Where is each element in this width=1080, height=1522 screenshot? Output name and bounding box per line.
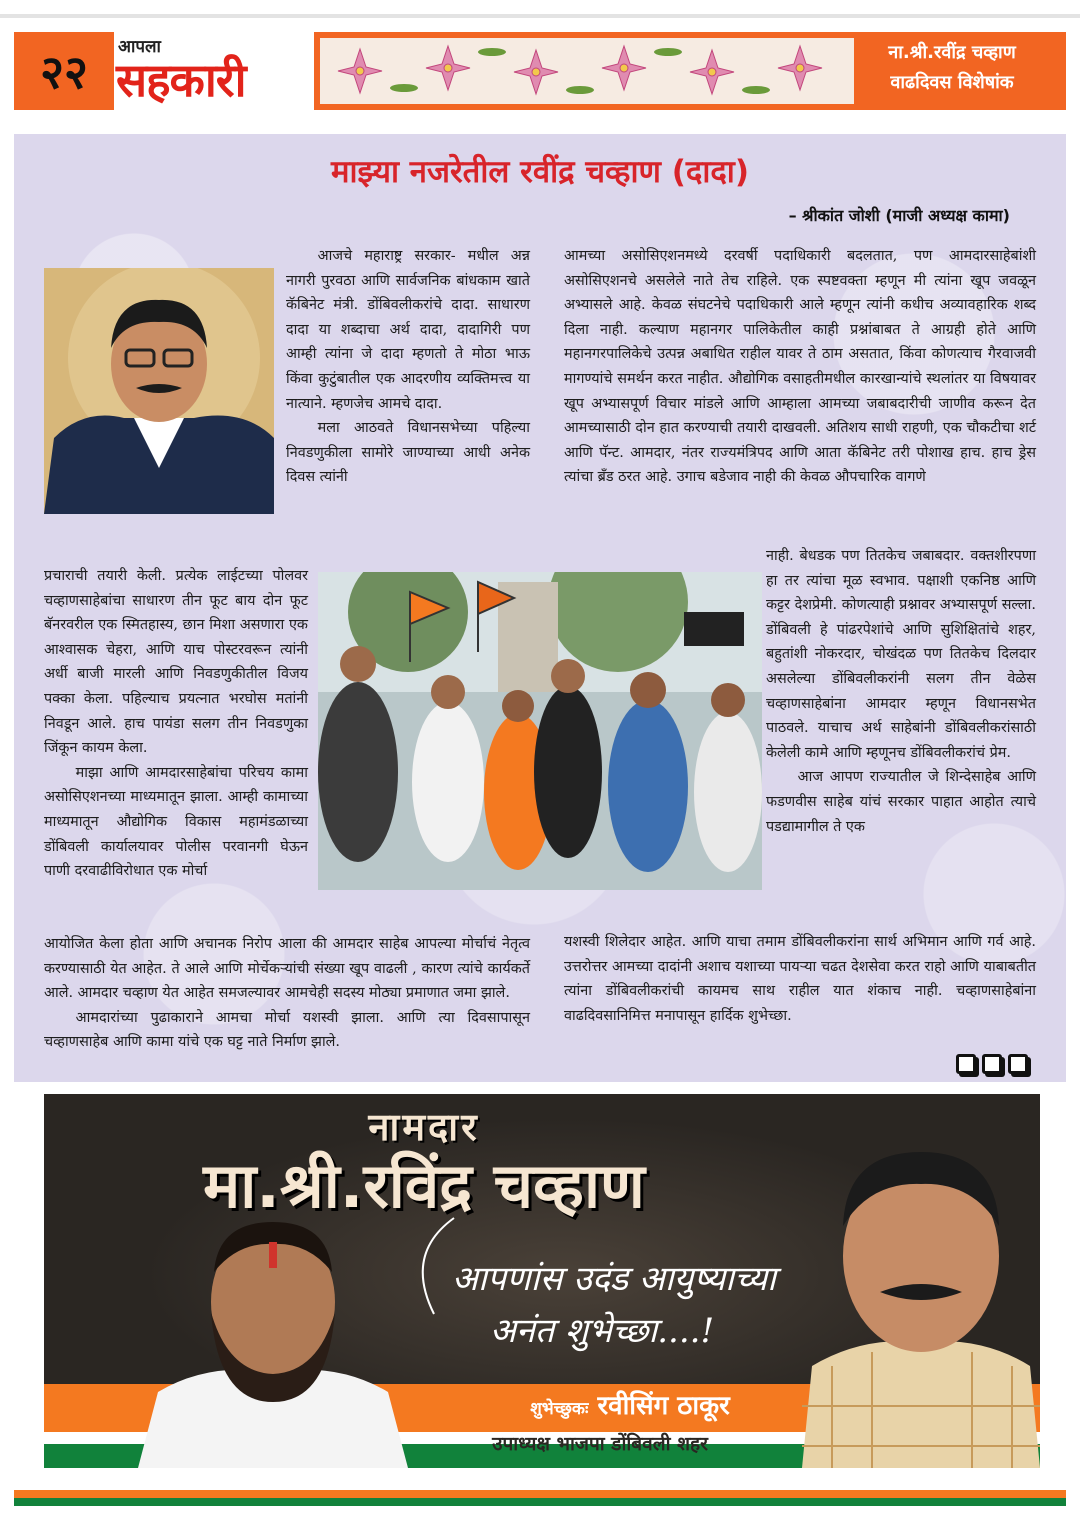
footer-saffron-bar [14,1490,1066,1498]
article-title: माझ्या नजरेतील रवींद्र चव्हाण (दादा) [330,154,750,190]
end-square-icon [956,1054,976,1074]
end-square-icon [1008,1054,1028,1074]
wisher-label: शुभेच्छुकः [530,1399,589,1419]
header-band [314,32,1066,110]
article-column1-bottom [44,932,530,1055]
header-special-issue-title [852,38,1052,98]
article-paragraph: आमच्या असोसिएशनमध्ये दरवर्षी पदाधिकारी बदलतात, पण आमदारसाहेबांशी असोसिएशनचे असलेले नाते तेच राहिले. एक स्पष्टवक्ता म्हणून मी त्यांना खूप जवळून अभ्यासले आहे. केवळ संघटनेचे पदाधिकारी आले म्हणून त्यांनी कधीच अव्यावहारिक शब्द दिला नाही. कल्याण महानगर पालिकेतील काही प्रश्नांबाबत ते आग्रही होते आणि महानगरपालिकेचे उत्पन्न अबाधित राहील यावर ते ठाम असतात, किंवा कोणत्याच गैरवाजवी मागण्यांचे समर्थन करत नाहीत. औद्योगिक वसाहतीमधील कारखान्यांचे स्थलांतर या विषयावर खूप अभ्यासपूर्ण विचार मांडले आणि आम्हाला आमच्या जबाबदारीची जाणीव करून देत आमच्यासाठी दोन हात करण्याची तयारी दाखवली. अतिशय साधी राहणी, एक चौकटीचा शर्ट आणि पॅन्ट. आमदार, नंतर राज्यमंत्रिपद आणि आता कॅबिनेट तरी पोशाख हाच. हाच ड्रेस त्यांचा ब्रँड ठरत आहे. उगाच बडेजाव नाही की केवळ औपचारिक वागणे [564,248,1036,486]
page-number: २२ [14,32,114,110]
masthead-logo [116,32,312,110]
flower-decoration [320,38,854,104]
article-paragraph: आज आपण राज्यातील जे शिन्देसाहेब आणि फडणवीस साहेब यांचं सरकार पाहात आहोत त्याचे पडद्यामागील ते एक [766,769,1036,835]
rally-crowd-illustration [318,572,762,890]
banner-honorific: नामदार [368,1105,480,1149]
wisher-photo [138,1202,408,1468]
article-paragraph: यशस्वी शिलेदार आहेत. आणि याचा तमाम डोंबिवलीकरांना सार्थ अभिमान आणि गर्व आहे. उत्तरोत्तर आमच्या दादांनी अशाच यशाच्या पायऱ्या चढत देशसेवा करत राहो आणि याबाबतीत त्यांना डोंबिवलीकरांची कायमच साथ राहील यात शंकाच नाही. चव्हाणसाहेबांना वाढदिवसानिमित्त मनापासून हार्दिक शुभेच्छा. [564,934,1037,1024]
article-paragraph: प्रचाराची तयारी केली. प्रत्येक लाईटच्या पोलवर चव्हाणसाहेबांचा साधारण तीन फूट बाय दोन फूट बॅनरवरील एक स्मितहास्य, छान मिशा असणारा एक आश्वासक चेहरा, आणि याच पोस्टरवरून त्यांनी अर्धी बाजी मारली आणि निवडणुकीतील विजय पक्का केला. पहिल्याच प्रयत्नात भरघोस मतांनी निवडून आले. हाच पायंडा सलग तीन निवडणुका जिंकून कायम केला. [44,568,308,757]
article-column2-top [564,244,1036,490]
wisher-title: उपाध्यक्ष भाजपा डोंबिवली शहर [492,1433,708,1455]
article-paragraph: मला आठवते विधानसभेच्या पहिल्या निवडणुकीला सामोरे जाण्याच्या आधी अनेक दिवस त्यांनी [286,420,530,486]
end-square-icon [982,1054,1002,1074]
article-column1-top [286,244,530,490]
article-paragraph: माझा आणि आमदारसाहेबांचा परिचय कामा असोसिएशनच्या माध्यमातून झाला. आम्ही कामाच्या माध्यमातून औद्योगिक विकास महामंडळाच्या डोंबिवली कार्यालयावर पोलीस परवानगी घेऊन पाणी दरवाढीविरोधात एक मोर्चा [44,764,308,880]
article-column2-middle [766,544,1036,839]
article-end-marks [956,1054,1028,1074]
header-title-line2: वाढदिवस विशेषांक [890,72,1014,93]
banner-wish-line1: आपणांस उदंड आयुष्याच्या [452,1259,776,1299]
banner-wisher [420,1386,840,1422]
article-paragraph: आयोजित केला होता आणि अचानक निरोप आला की आमदार साहेब आपल्या मोर्चाचं नेतृत्व करण्यासाठी येत आहेत. ते आले आणि मोर्चेकऱ्यांची संख्या खूप वाढली , कारण त्यांचे कार्यकर्ते आले. आमदार चव्हाण येत आहेत समजल्यावर आमचेही सदस्य मोठ्या प्रमाणात जमा झाले. [44,936,530,1002]
portrait-illustration [44,268,274,514]
banner-name: मा.श्री.रविंद्र चव्हाण [203,1149,645,1222]
header-title-line1: ना.श्री.रवींद्र चव्हाण [888,42,1016,63]
top-rule [0,14,1080,18]
page-header [14,32,1066,110]
article-paragraph: नाही. बेधडक पण तितकेच जबाबदार. वक्तशीरपणा हा तर त्यांचा मूळ स्वभाव. पक्षाशी एकनिष्ठ आणि कट्टर देशप्रेमी. कोणत्याही प्रश्नावर अभ्यासपूर्ण सल्ला. डोंबिवली हे पांढरपेशांचे आणि सुशिक्षितांचे शहर, बहुतांशी नोकरदार, चोखंदळ पण तितकेच दिलदार असलेल्या डोंबिवलीकरांनी सलग तीन वेळेस चव्हाणसाहेबांना आमदार म्हणून विधानसभेत पाठवले. याचाच अर्थ साहेबांनी डोंबिवलीकरांसाठी केलेली कामे आणि म्हणूनच डोंबिवलीकरांचं प्रेम. [766,548,1036,761]
portrait-photo [44,268,274,514]
article-column2-bottom [564,930,1036,1028]
masthead-title: सहकारी [116,53,246,107]
article-paragraph: आजचे महाराष्ट्र सरकार- मधील अन्न नागरी पुरवठा आणि सार्वजनिक बांधकाम खाते कॅबिनेट मंत्री. डोंबिवलीकरांचे दादा. साधारण दादा या शब्दाचा अर्थ दादा, दादागिरी पण आम्ही त्यांना जे दादा म्हणतो ते मोठा भाऊ किंवा कुटुंबातील एक आदरणीय व्यक्तिमत्त्व या नात्याने. म्हणजेच आमचे दादा. [286,248,530,412]
birthday-greeting-banner [44,1094,1040,1468]
masthead-small-text: आपला [118,37,161,57]
lily-flowers-illustration [320,38,854,104]
wisher-name: रवीसिंग ठाकूर [597,1391,730,1421]
article-byline: – श्रीकांत जोशी (माजी अध्यक्ष कामा) [788,206,1010,225]
article-paragraph: आमदारांच्या पुढाकाराने आमचा मोर्चा यशस्वी झाला. आणि त्या दिवसापासून चव्हाणसाहेब आणि कामा यांचे एक घट्ट नाते निर्माण झाले. [44,1009,530,1051]
banner-wish-line2: अनंत शुभेच्छा....! [490,1311,715,1351]
footer-green-bar [14,1498,1066,1506]
article-panel [14,134,1066,1082]
article-column1-middle [44,564,308,884]
rally-photo [318,572,762,890]
